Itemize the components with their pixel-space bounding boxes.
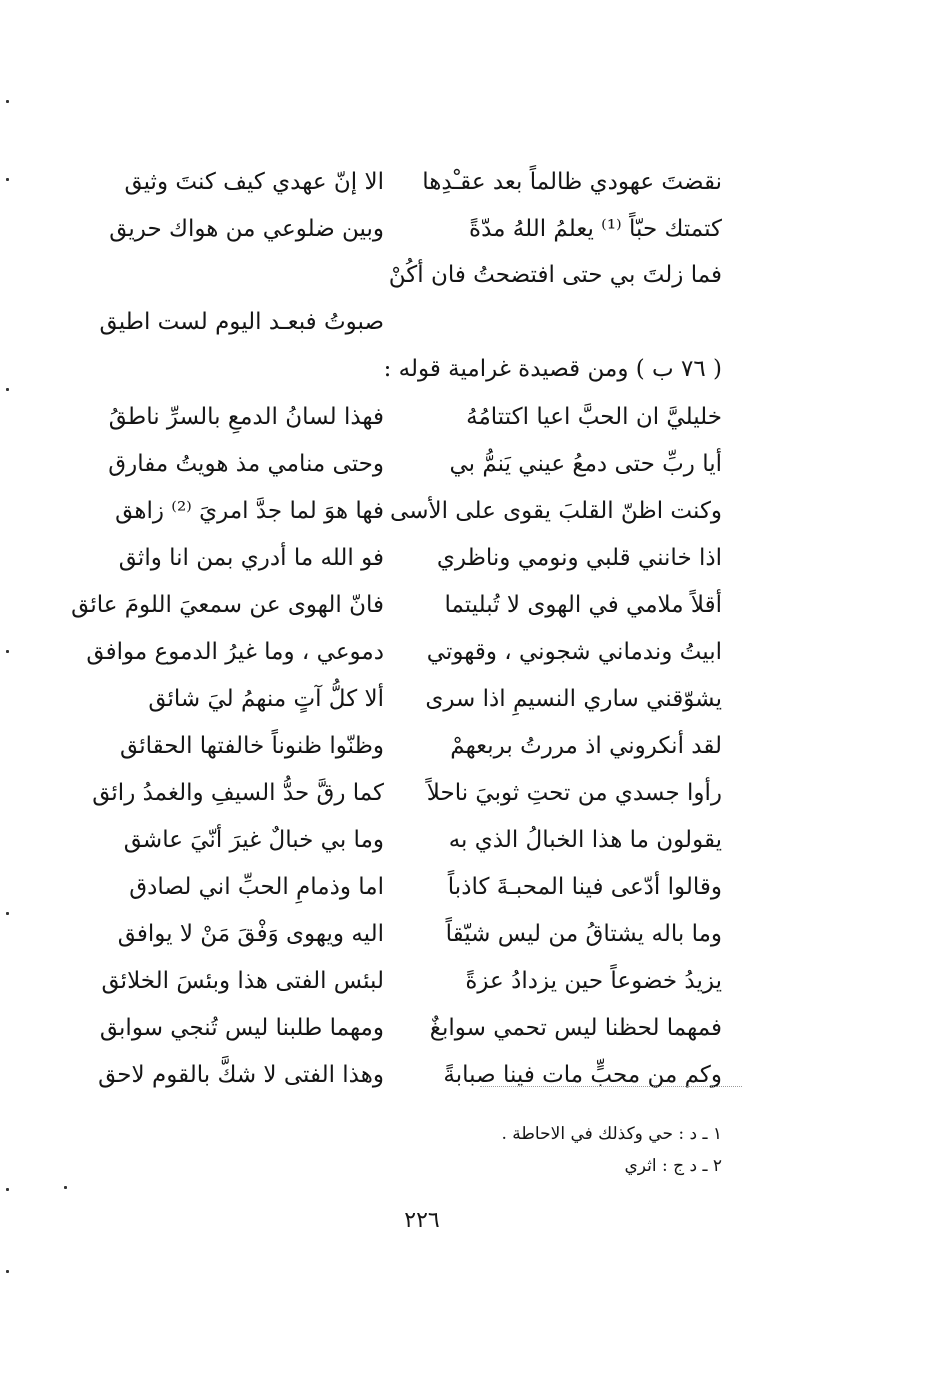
verse-hemistich-left: وظنّوا ظنوناً خالفتها الحقائق bbox=[120, 733, 384, 759]
verse-hemistich-right: وكنت اظنّ القلبَ يقوى على الأسى bbox=[390, 498, 722, 524]
verse-hemistich-left: وما بي خبالٌ غيرَ أنّيَ عاشق bbox=[123, 827, 384, 853]
verse-hemistich-right: رأوا جسدي من تحتِ ثوبيَ ناحلاً bbox=[426, 780, 722, 806]
verse-broken-line-2: صبوتُ فبعـد اليوم لست اطيق bbox=[99, 309, 384, 335]
footnote-2: ٢ ـ د ج : اثري bbox=[624, 1156, 722, 1176]
verse-hemistich-left: اليه ويهوى وَفْقَ مَنْ لا يوافق bbox=[117, 921, 384, 947]
scan-speck bbox=[6, 100, 9, 103]
verse-hemistich-right: فمهما لحظنا ليس تحمي سوابغٌ bbox=[429, 1015, 722, 1041]
verse-broken-line-1: فما زلتَ بي حتى افتضحتُ فان أكُنْ bbox=[388, 262, 722, 288]
verse-hemistich-right: لقد أنكروني اذ مررتُ بربعهمْ bbox=[450, 733, 722, 759]
scan-speck bbox=[6, 1270, 9, 1273]
verse-hemistich-right: وكم من محبٍّ مات فينا صبابةً bbox=[443, 1062, 722, 1088]
scan-speck bbox=[6, 388, 9, 391]
verse-hemistich-right: وقالوا أدّعى فينا المحبـةَ كاذباً bbox=[447, 874, 722, 900]
verse-hemistich-left: فهذا لسانُ الدمعِ بالسرِّ ناطقُ bbox=[108, 404, 384, 430]
verse-hemistich-right: يزيدُ خضوعاً حين يزدادُ عزةً bbox=[465, 968, 722, 994]
verse-hemistich-right: يقولون ما هذا الخبالُ الذي به bbox=[448, 827, 722, 853]
verse-hemistich-right: خليليَّ ان الحبَّ اعيا اكتتامُهُ bbox=[466, 404, 722, 430]
verse-hemistich-right: كتمتك حبّاً ⁽¹⁾ يعلمُ اللهُ مدّةً bbox=[469, 216, 722, 242]
scan-speck bbox=[6, 178, 9, 181]
verse-hemistich-left: فانّ الهوى عن سمعيَ اللومَ عائق bbox=[71, 592, 384, 618]
verse-hemistich-right: أقلاً ملامي في الهوى لا تُبليتما bbox=[444, 592, 722, 618]
footnote-separator bbox=[480, 1086, 742, 1087]
verse-hemistich-left: وهذا الفتى لا شكَّ بالقوم لاحق bbox=[98, 1062, 384, 1088]
verse-hemistich-left: لبئس الفتى هذا وبئسَ الخلائق bbox=[101, 968, 384, 994]
verse-hemistich-right: أيا ربِّ حتى دمعُ عيني يَنمُّ بي bbox=[449, 451, 722, 477]
verse-hemistich-right: يشوّقني ساري النسيمِ اذا سرى bbox=[425, 686, 722, 712]
verse-hemistich-left: الا إنّ عهدي كيف كنتَ وثيق bbox=[124, 169, 384, 195]
verse-hemistich-left: ومهما طلبنا ليس تُنجي سوابق bbox=[99, 1015, 384, 1041]
scan-speck bbox=[64, 1186, 67, 1189]
verse-hemistich-left: اما وذمامِ الحبِّ اني لصادق bbox=[129, 874, 384, 900]
verse-hemistich-right: اذا خانني قلبي ونومي وناظري bbox=[436, 545, 722, 571]
verse-hemistich-left: دموعي ، وما غيرُ الدموع موافق bbox=[86, 639, 384, 665]
scan-speck bbox=[6, 1188, 9, 1191]
verse-hemistich-left: فها هوَ لما جدَّ امريَ ⁽²⁾ زاهق bbox=[115, 498, 384, 524]
footnote-1: ١ ـ د : حي وكذلك في الاحاطة . bbox=[501, 1124, 722, 1144]
verse-hemistich-right: ابيتُ وندماني شجوني ، وقهوتي bbox=[426, 639, 722, 665]
verse-hemistich-left: فو الله ما أدري بمن انا واثق bbox=[118, 545, 384, 571]
verse-hemistich-left: وبين ضلوعي من هواك حريق bbox=[109, 216, 384, 242]
scan-speck bbox=[6, 912, 9, 915]
verse-hemistich-right: وما باله يشتاقُ من ليس شيّقاً bbox=[445, 921, 722, 947]
scan-speck bbox=[6, 650, 9, 653]
verse-hemistich-left: ألا كلُّ آتٍ منهمُ ليَ شائق bbox=[148, 686, 384, 712]
verse-hemistich-left: وحتى منامي مذ هويتُ مفارق bbox=[108, 451, 384, 477]
poem-heading: ( ٧٦ ب ) ومن قصيدة غرامية قوله : bbox=[383, 356, 722, 382]
verse-hemistich-left: كما رقَّ حدُّ السيفِ والغمدُ رائق bbox=[92, 780, 384, 806]
verse-hemistich-right: نقضتَ عهودي ظالماً بعد عقـْدِها bbox=[422, 169, 722, 195]
page-number: ٢٢٦ bbox=[404, 1208, 440, 1233]
